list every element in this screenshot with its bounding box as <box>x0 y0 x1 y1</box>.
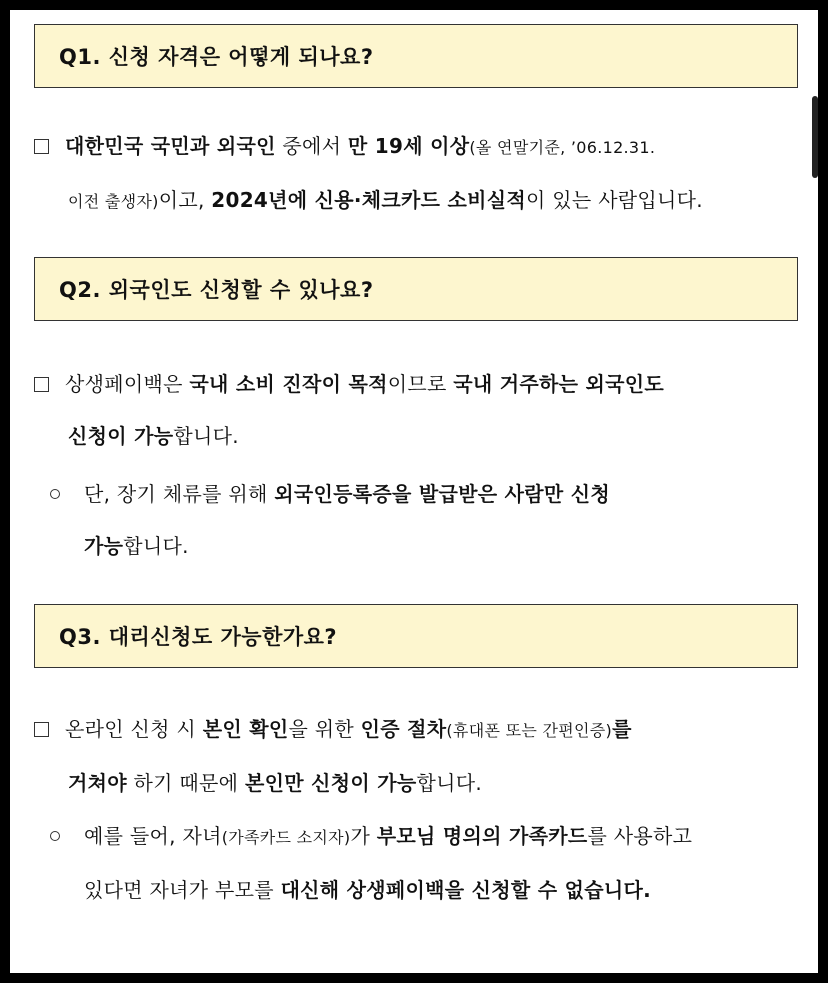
answer-3-line-1: 온라인 신청 시 본인 확인을 위한 인증 절차(휴대폰 또는 간편인증)를 <box>34 703 804 757</box>
answer-3-note-line-2: 있다면 자녀가 부모를 대신해 상생페이백을 신청할 수 없습니다. <box>84 878 652 902</box>
scrollbar[interactable] <box>812 96 818 178</box>
answer-1-line-2: 이전 출생자)이고, 2024년에 신용·체크카드 소비실적이 있는 사람입니다. <box>68 188 703 212</box>
circle-bullet-icon <box>50 489 60 499</box>
answer-2-note-line-1: 단, 장기 체류를 위해 외국인등록증을 발급받은 사람만 신청 <box>50 468 810 520</box>
circle-bullet-icon <box>50 831 60 841</box>
answer-2 <box>34 358 804 462</box>
square-bullet-icon <box>34 377 49 392</box>
answer-1 <box>34 120 804 228</box>
question-2-title: Q2. 외국인도 신청할 수 있나요? <box>59 278 374 302</box>
answer-2-note <box>50 468 810 572</box>
answer-2-note-line-2: 가능합니다. <box>84 534 189 558</box>
question-2-box <box>34 257 798 321</box>
square-bullet-icon <box>34 139 49 154</box>
question-3-title: Q3. 대리신청도 가능한가요? <box>59 625 338 649</box>
question-3-box <box>34 604 798 668</box>
question-1-title: Q1. 신청 자격은 어떻게 되나요? <box>59 45 374 69</box>
answer-3-note <box>50 810 810 916</box>
answer-3-line-2: 거쳐야 하기 때문에 본인만 신청이 가능합니다. <box>68 771 482 795</box>
question-1-box <box>34 24 798 88</box>
answer-2-line-2: 신청이 가능합니다. <box>68 424 239 448</box>
answer-3-note-line-1: 예를 들어, 자녀(가족카드 소지자)가 부모님 명의의 가족카드를 사용하고 <box>50 810 810 864</box>
answer-3 <box>34 703 804 809</box>
answer-2-line-1: 상생페이백은 국내 소비 진작이 목적이므로 국내 거주하는 외국인도 <box>34 358 804 410</box>
document-page <box>10 10 818 973</box>
square-bullet-icon <box>34 722 49 737</box>
answer-1-line-1: 대한민국 국민과 외국인 중에서 만 19세 이상(올 연말기준, ’06.12.31. <box>34 120 804 174</box>
